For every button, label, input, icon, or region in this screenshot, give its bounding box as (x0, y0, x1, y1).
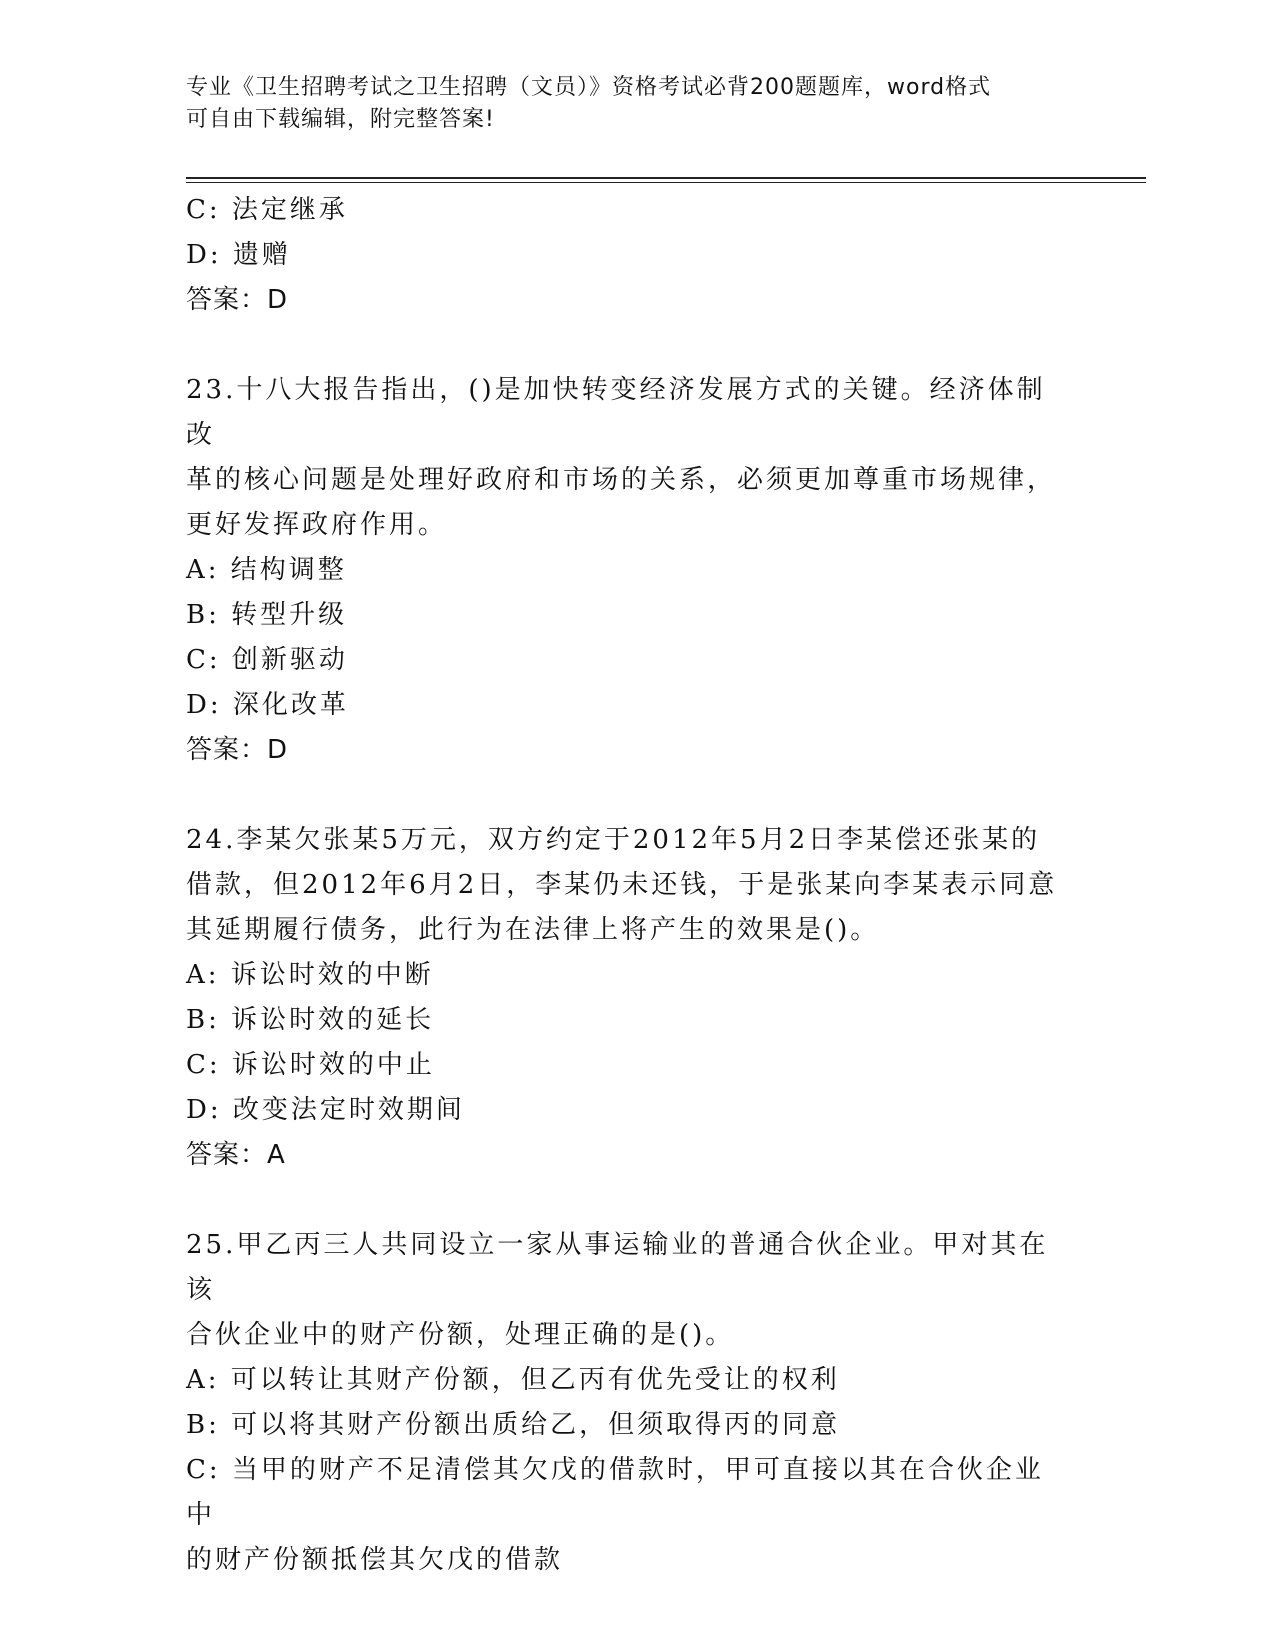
answer-line: 答案：A (186, 1140, 286, 1170)
option-a: A: 诉讼时效的中断 (186, 960, 434, 990)
option-c: C: 诉讼时效的中止 (186, 1050, 435, 1080)
option-a: A: 可以转让其财产份额，但乙丙有优先受让的权利 (186, 1365, 840, 1395)
option-b: B: 可以将其财产份额出质给乙，但须取得丙的同意 (186, 1410, 841, 1440)
question-spacer (186, 323, 1066, 368)
option-b: B: 转型升级 (186, 600, 348, 630)
question-25 (186, 1223, 1066, 1583)
option-d: D: 改变法定时效期间 (186, 1095, 465, 1125)
question-stem-line: 革的核心问题是处理好政府和市场的关系，必须更加尊重市场规律， (186, 465, 1057, 495)
option-c: C: 创新驱动 (186, 645, 348, 675)
document-header (186, 72, 1086, 136)
option-c: C: 当甲的财产不足清偿其欠戊的借款时，甲可直接以其在合伙企业中 (186, 1455, 1044, 1530)
option-b: B: 诉讼时效的延长 (186, 1005, 435, 1035)
option-d: D: 遗赠 (186, 240, 291, 270)
question-list (186, 188, 1066, 1583)
question-24 (186, 818, 1066, 1178)
question-stem-line: 合伙企业中的财产份额，处理正确的是()。 (186, 1320, 735, 1350)
option-d: D: 深化改革 (186, 690, 349, 720)
header-divider-thick (186, 177, 1146, 179)
question-stem-line: 更好发挥政府作用。 (186, 510, 448, 540)
option-a: A: 结构调整 (186, 555, 347, 585)
question-stem-line: 24.李某欠张某5万元，双方约定于2012年5月2日李某偿还张某的 (186, 825, 1041, 855)
option-c: C: 法定继承 (186, 195, 348, 225)
question-22-tail (186, 188, 1066, 323)
header-divider-thin (186, 182, 1146, 183)
option-c-continuation: 的财产份额抵偿其欠戊的借款 (186, 1545, 564, 1575)
question-spacer (186, 773, 1066, 818)
header-title-line: 专业《卫生招聘考试之卫生招聘（文员）》资格考试必背200题题库，word格式 (186, 75, 992, 100)
question-stem-line: 23.十八大报告指出，()是加快转变经济发展方式的关键。经济体制改 (186, 375, 1046, 450)
question-stem-line: 借款，但2012年6月2日，李某仍未还钱，于是张某向李某表示同意 (186, 870, 1058, 900)
question-stem-line: 其延期履行债务，此行为在法律上将产生的效果是()。 (186, 915, 880, 945)
answer-line: 答案：D (186, 735, 289, 765)
question-stem-line: 25.甲乙丙三人共同设立一家从事运输业的普通合伙企业。甲对其在该 (186, 1230, 1049, 1305)
question-spacer (186, 1178, 1066, 1223)
question-23 (186, 368, 1066, 773)
answer-line: 答案：D (186, 285, 289, 315)
header-subtitle-line: 可自由下载编辑，附完整答案! (186, 107, 495, 132)
